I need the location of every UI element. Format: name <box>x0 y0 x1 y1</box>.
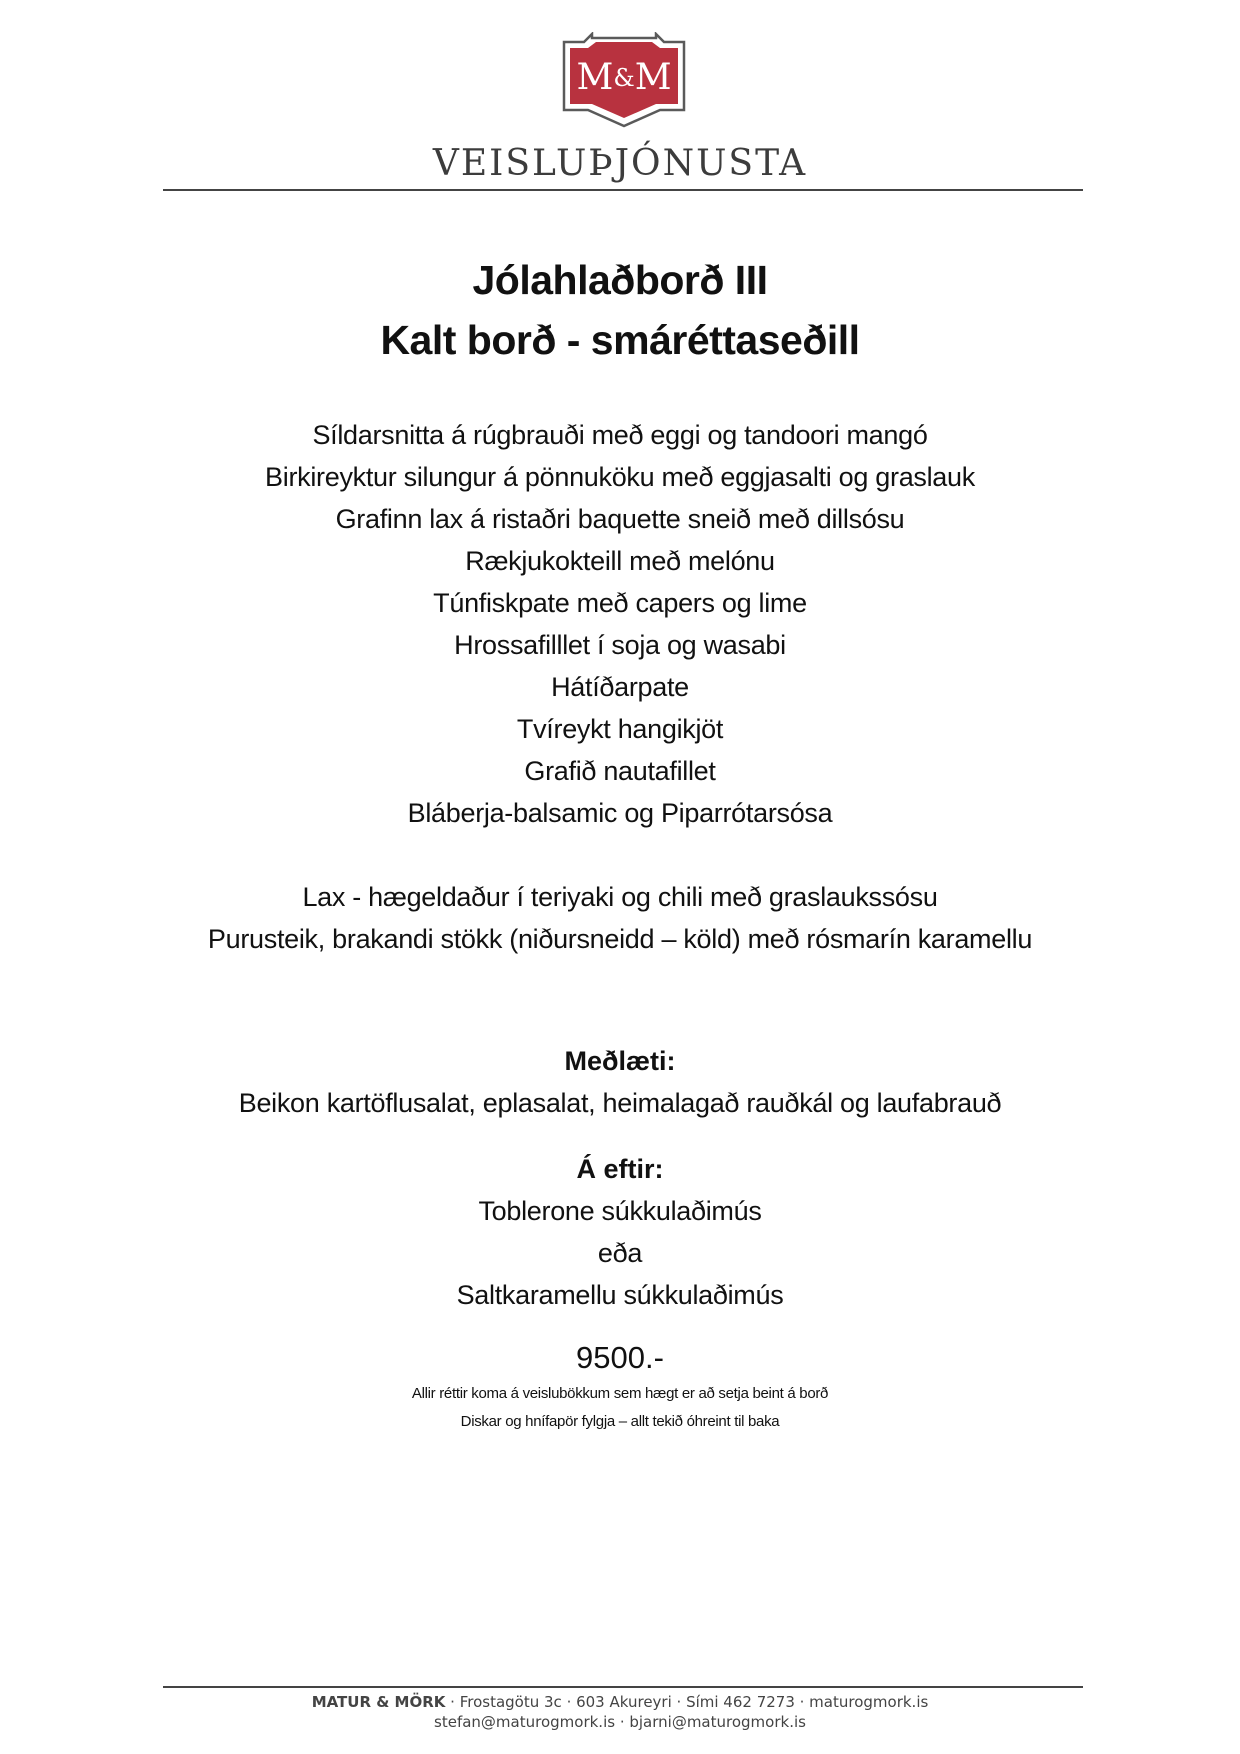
menu-price: 9500.- <box>576 1340 664 1375</box>
serving-note: Allir réttir koma á veislubökkum sem hægt er að setja beint á borð <box>411 1385 829 1402</box>
dish-item: Tvíreykt hangikjöt <box>516 714 724 744</box>
menu-title-line1: Jólahlaðborð III <box>472 257 768 303</box>
logo-letter-right: M <box>634 57 672 98</box>
menu-title-line2: Kalt borð - smáréttaseðill <box>380 317 860 363</box>
cold-dish-list <box>0 414 1240 834</box>
warm-dish-list <box>0 876 1240 960</box>
dish-item: Birkireyktur silungur á pönnuköku með eggjasalti og graslauk <box>265 462 975 492</box>
dish-item: Túnfiskpate með capers og lime <box>433 588 807 618</box>
logo-ampersand: & <box>613 64 635 92</box>
dish-item: Bláberja-balsamic og Piparrótarsósa <box>407 798 833 828</box>
company-logo <box>562 32 686 128</box>
dish-item: Hrossafilllet í soja og wasabi <box>454 630 786 660</box>
dish-item: Lax - hægeldaður í teriyaki og chili með graslaukssósu <box>302 882 938 912</box>
footer-emails: stefan@maturogmork.is · bjarni@maturogmork.is <box>434 1713 806 1731</box>
brand-name: VEISLUÞJÓNUSTA <box>432 143 808 184</box>
dessert-option: Saltkaramellu súkkulaðimús <box>456 1280 784 1310</box>
page-header <box>0 0 1240 200</box>
sides-text: Beikon kartöflusalat, eplasalat, heimalagað rauðkál og laufabrauð <box>238 1088 1002 1118</box>
sides-section <box>0 1040 1240 1124</box>
footer-divider <box>163 1686 1083 1688</box>
footer-address-line <box>0 1692 1240 1712</box>
page-footer <box>0 1692 1240 1732</box>
logo-monogram <box>562 58 686 98</box>
footer-address: · Frostagötu 3c · 603 Akureyri · Sími 462 7273 · maturogmork.is <box>445 1693 929 1711</box>
dish-item: Grafið nautafillet <box>524 756 716 786</box>
dish-item: Grafinn lax á ristaðri baquette sneið með dillsósu <box>335 504 905 534</box>
menu-content <box>0 250 1240 1436</box>
dessert-section <box>0 1148 1240 1316</box>
menu-title <box>0 250 1240 370</box>
dessert-option: Toblerone súkkulaðimús <box>478 1196 762 1226</box>
dish-item: Hátíðarpate <box>551 672 689 702</box>
logo-letter-left: M <box>576 57 614 98</box>
dessert-or: eða <box>597 1238 643 1268</box>
footer-company: MATUR & MÖRK <box>311 1693 446 1711</box>
cutlery-note: Diskar og hnífapör fylgja – allt tekið óhreint til baka <box>460 1413 780 1430</box>
dish-item: Purusteik, brakandi stökk (niðursneidd – köld) með rósmarín karamellu <box>207 924 1033 954</box>
dish-item: Síldarsnitta á rúgbrauði með eggi og tandoori mangó <box>312 420 928 450</box>
sides-heading: Meðlæti: <box>564 1046 676 1076</box>
dessert-heading: Á eftir: <box>576 1154 664 1184</box>
header-divider <box>163 189 1083 191</box>
dish-item: Rækjukokteill með melónu <box>465 546 775 576</box>
